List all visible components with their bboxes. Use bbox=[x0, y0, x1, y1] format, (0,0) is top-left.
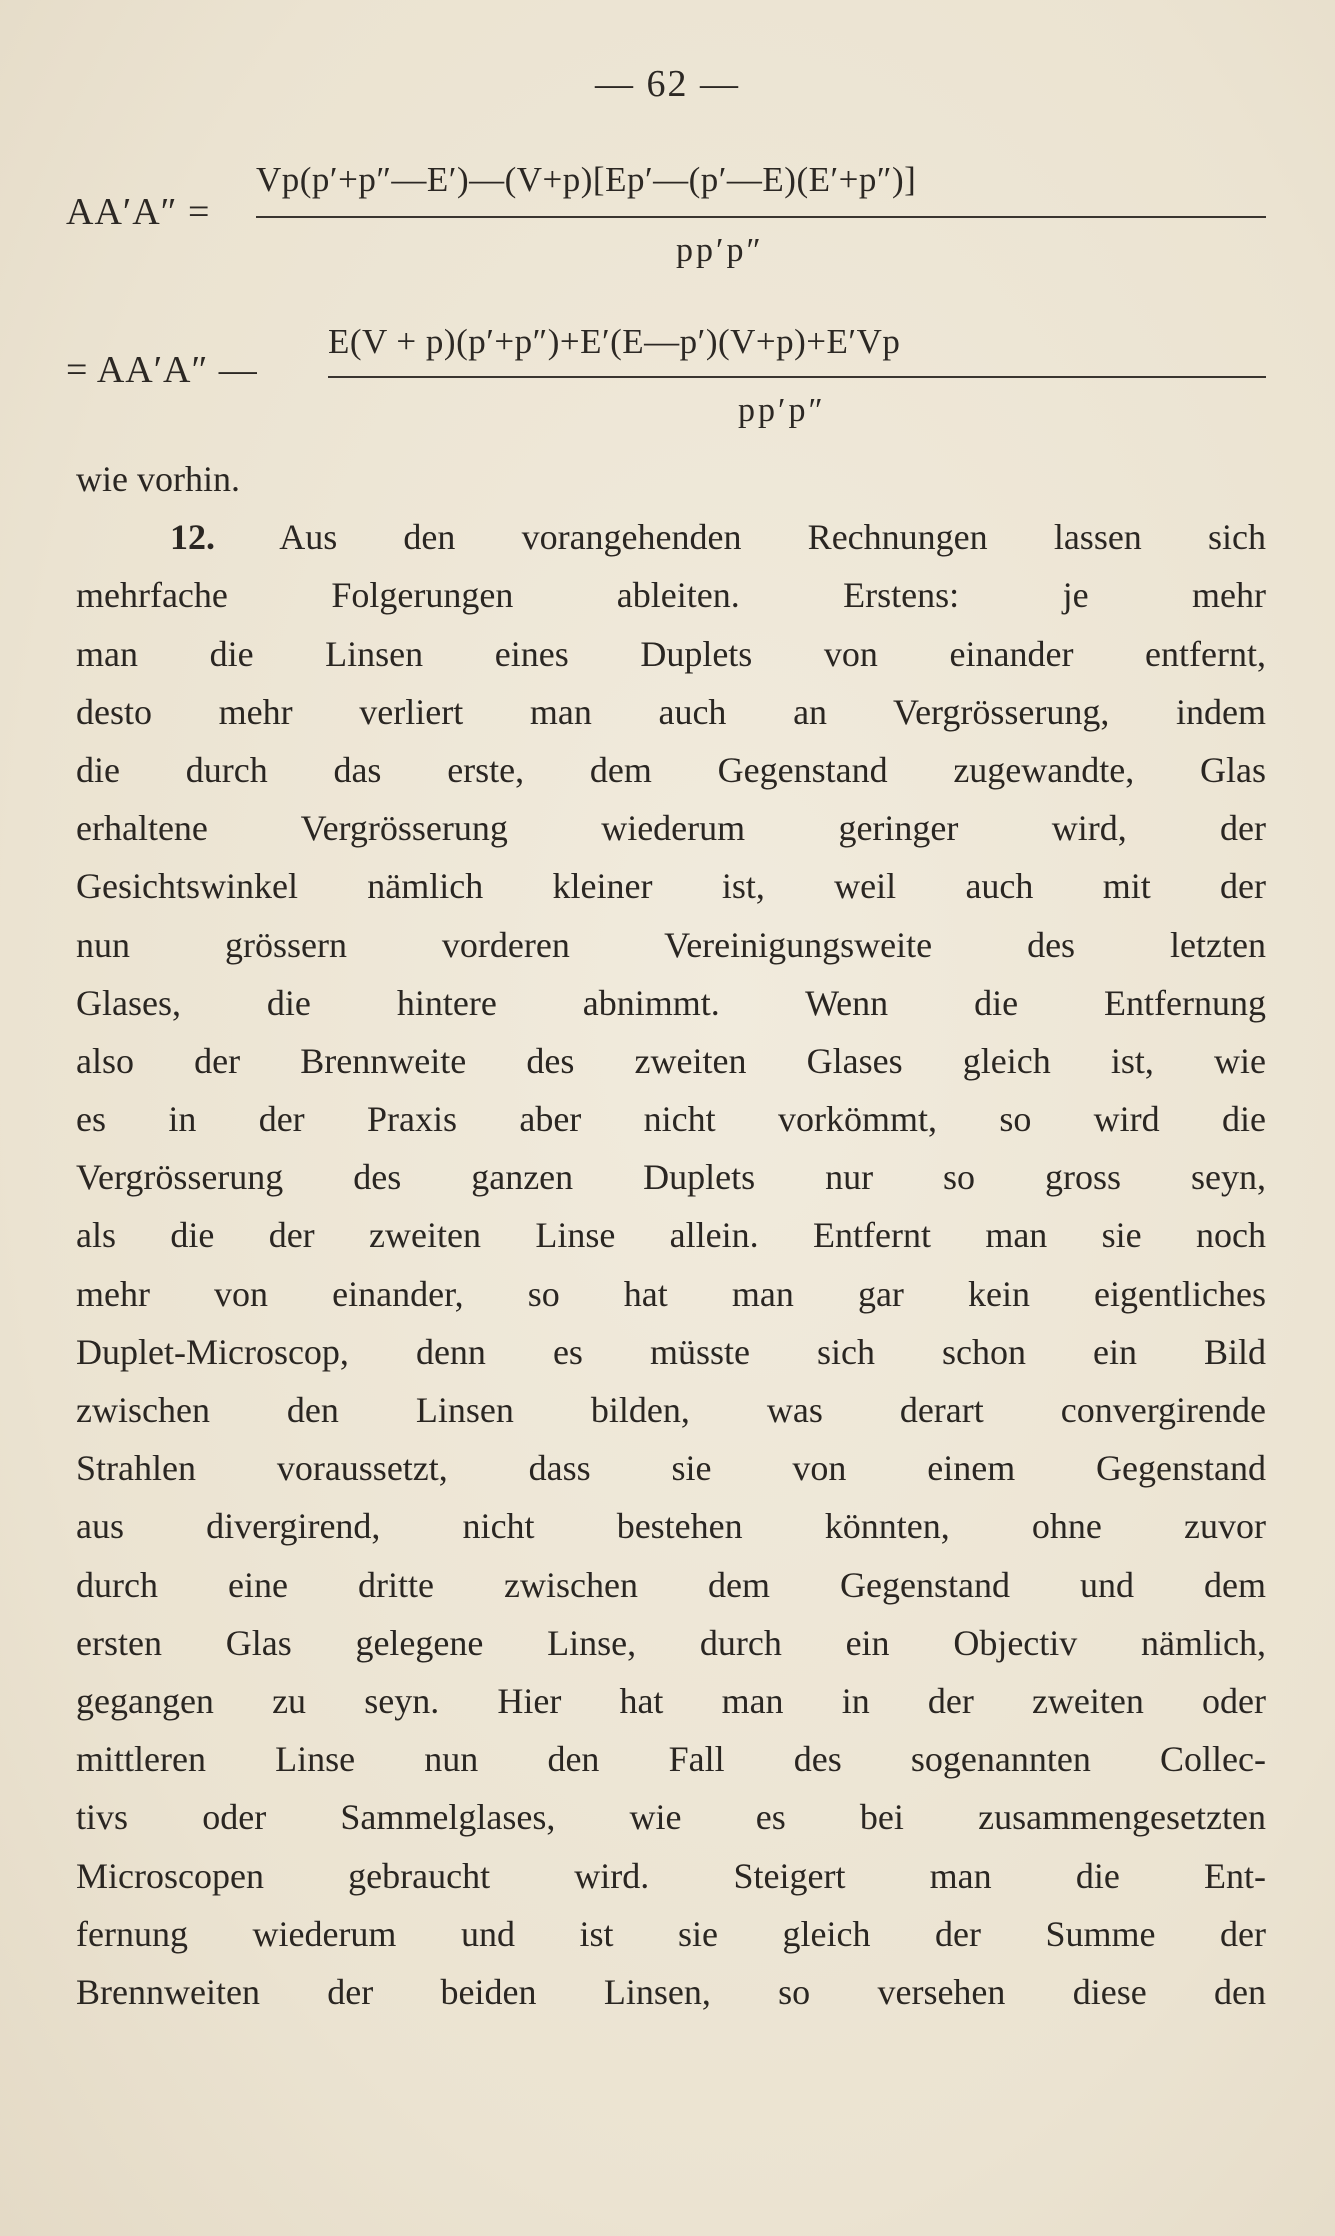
text-line: also der Brennweite des zweiten Glases gleich ist, wie bbox=[76, 1040, 1266, 1081]
text-line: Gesichtswinkel nämlich kleiner ist, weil auch mit der bbox=[76, 866, 1266, 907]
text-line: tivs oder Sammelglases, wie es bei zusammengesetzten bbox=[76, 1797, 1266, 1838]
text-line: desto mehr verliert man auch an Vergrösserung, indem bbox=[76, 691, 1266, 732]
text-line: Brennweiten der beiden Linsen, so versehen diese den bbox=[76, 1971, 1266, 2012]
text-line: erhaltene Vergrösserung wiederum geringer wird, der bbox=[76, 808, 1266, 849]
text-line: mehrfache Folgerungen ableiten. Erstens: je mehr bbox=[76, 575, 1266, 616]
equation-1-numerator: Vp(p′+p″—E′)—(V+p)[Ep′—(p′—E)(E′+p″)] bbox=[256, 160, 917, 199]
text-line: fernung wiederum und ist sie gleich der Summe der bbox=[76, 1913, 1266, 1954]
equation-2-fraction-bar bbox=[328, 376, 1266, 378]
text-line: Duplet-Microscop, denn es müsste sich schon ein Bild bbox=[76, 1331, 1266, 1372]
page-number: — 62 — bbox=[595, 63, 740, 105]
equation-2-denominator: pp′p″ bbox=[738, 392, 826, 429]
equation-2-numerator: E(V + p)(p′+p″)+E′(E—p′)(V+p)+E′Vp bbox=[328, 322, 901, 361]
text-line: wie vorhin. bbox=[76, 459, 240, 499]
equation-1-lhs: AA′A″ = bbox=[66, 191, 211, 233]
text-line: nun grössern vorderen Vereinigungsweite des letzten bbox=[76, 924, 1266, 965]
text-line: es in der Praxis aber nicht vorkömmt, so wird die bbox=[76, 1099, 1266, 1140]
text-line: mittleren Linse nun den Fall des sogenannten Collec- bbox=[76, 1739, 1266, 1780]
text-line: zwischen den Linsen bilden, was derart convergirende bbox=[76, 1390, 1266, 1430]
section-number: 12. bbox=[170, 517, 215, 558]
text-line: durch eine dritte zwischen dem Gegenstand und dem bbox=[76, 1564, 1266, 1605]
text-line: aus divergirend, nicht bestehen könnten, ohne zuvor bbox=[76, 1506, 1266, 1547]
paragraph-lines bbox=[76, 566, 1266, 2021]
text-line-content: Aus den vorangehenden Rechnungen lassen sich bbox=[215, 517, 1266, 558]
equation-2 bbox=[66, 310, 1276, 450]
text-line: als die der zweiten Linse allein. Entfernt man sie noch bbox=[76, 1215, 1266, 1256]
text-line: Glases, die hintere abnimmt. Wenn die Entfernung bbox=[76, 982, 1266, 1023]
equation-1 bbox=[66, 150, 1276, 280]
text-line: die durch das erste, dem Gegenstand zugewandte, Glas bbox=[76, 749, 1266, 790]
equation-2-lhs: = AA′A″ — bbox=[66, 349, 258, 391]
text-line: ersten Glas gelegene Linse, durch ein Objectiv nämlich, bbox=[76, 1622, 1266, 1663]
equation-1-denominator: pp′p″ bbox=[676, 232, 764, 269]
text-line: mehr von einander, so hat man gar kein eigentliches bbox=[76, 1273, 1266, 1314]
equation-1-fraction-bar bbox=[256, 216, 1266, 218]
text-line-section-start bbox=[76, 508, 1266, 566]
text-line: gegangen zu seyn. Hier hat man in der zweiten oder bbox=[76, 1680, 1266, 1721]
text-line: Strahlen voraussetzt, dass sie von einem Gegenstand bbox=[76, 1448, 1266, 1489]
text-line: man die Linsen eines Duplets von einander entfernt, bbox=[76, 633, 1266, 674]
body-text bbox=[76, 450, 1266, 2021]
text-line: Microscopen gebraucht wird. Steigert man die Ent- bbox=[76, 1855, 1266, 1896]
text-line: Vergrösserung des ganzen Duplets nur so gross seyn, bbox=[76, 1157, 1266, 1198]
